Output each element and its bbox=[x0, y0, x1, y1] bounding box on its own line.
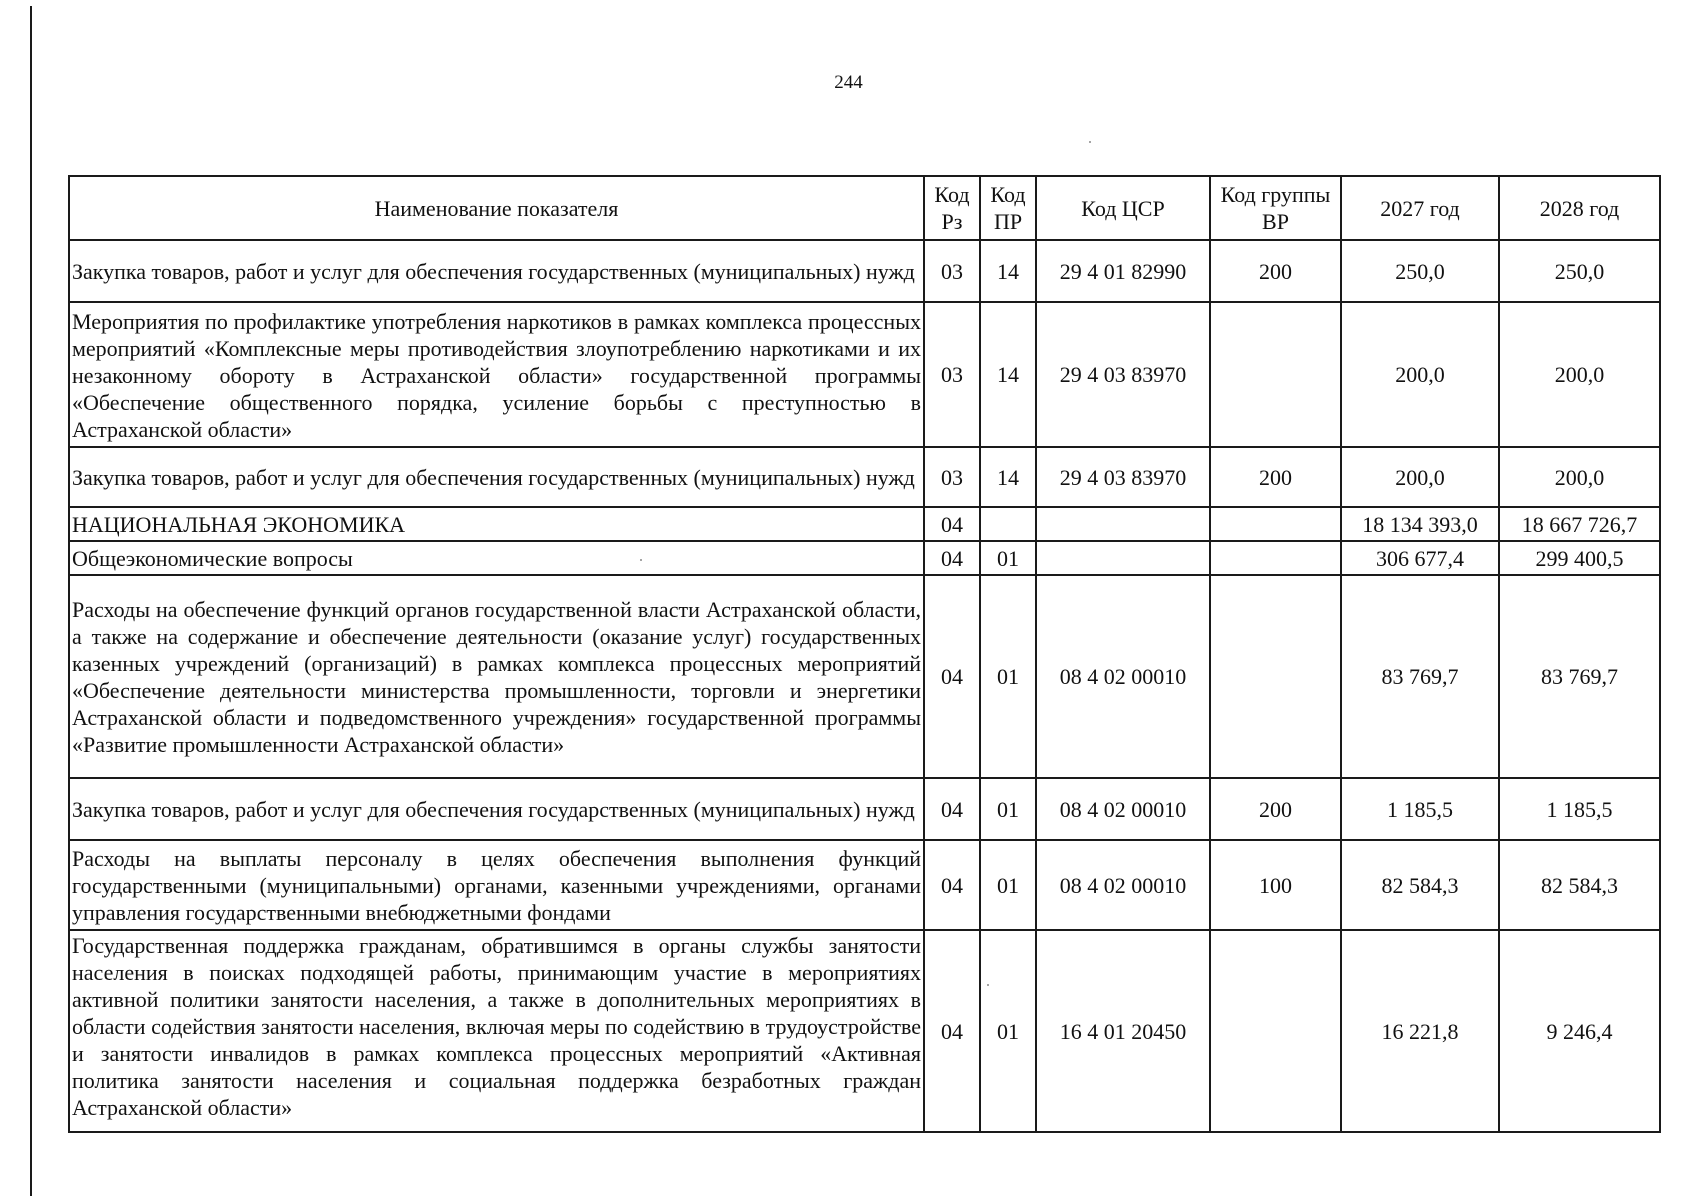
row-rz: 04 bbox=[924, 507, 980, 541]
row-pr: 01 bbox=[980, 541, 1036, 575]
row-csr: 08 4 02 00010 bbox=[1036, 840, 1210, 930]
row-2028: 250,0 bbox=[1499, 240, 1660, 302]
row-csr: 16 4 01 20450 bbox=[1036, 930, 1210, 1132]
header-name: Наименование показателя bbox=[69, 176, 924, 240]
binding-edge-line bbox=[30, 6, 32, 1196]
row-name: Закупка товаров, работ и услуг для обеспечения государственных (муниципальных) нужд bbox=[69, 447, 924, 507]
row-vr: 200 bbox=[1210, 447, 1341, 507]
row-pr: 01 bbox=[980, 840, 1036, 930]
row-2028: 1 185,5 bbox=[1499, 778, 1660, 840]
row-2028: 9 246,4 bbox=[1499, 930, 1660, 1132]
row-vr: 100 bbox=[1210, 840, 1341, 930]
row-vr bbox=[1210, 541, 1341, 575]
row-rz: 03 bbox=[924, 447, 980, 507]
row-name: Расходы на обеспечение функций органов государственной власти Астраханской области, а также на содержание и обеспечение деятельности (оказание услуг) государственных казенных учреждений (организаций) в рамках комплекса процессных мероприятий «Обеспечение деятельности министерства промышленности, торговли и энергетики Астраханской области и подведомственного учреждения» государственной программы «Развитие промышленности Астраханской области» bbox=[69, 575, 924, 778]
row-name: Мероприятия по профилактике употребления наркотиков в рамках комплекса процессных мероприятий «Комплексные меры противодействия злоупотреблению наркотиками и их незаконному обороту в Астраханской области» государственной программы «Обеспечение общественного порядка, усиление борьбы с преступностью в Астраханской области» bbox=[69, 302, 924, 447]
header-2028: 2028 год bbox=[1499, 176, 1660, 240]
row-rz: 04 bbox=[924, 778, 980, 840]
header-csr: Код ЦСР bbox=[1036, 176, 1210, 240]
row-csr: 08 4 02 00010 bbox=[1036, 778, 1210, 840]
row-name: Закупка товаров, работ и услуг для обеспечения государственных (муниципальных) нужд bbox=[69, 778, 924, 840]
row-rz: 03 bbox=[924, 240, 980, 302]
row-pr: 01 bbox=[980, 575, 1036, 778]
row-name: Расходы на выплаты персоналу в целях обеспечения выполнения функций государственными (муниципальными) органами, казенными учреждениями, органами управления государственными внебюджетными фондами bbox=[69, 840, 924, 930]
row-pr: 01 bbox=[980, 930, 1036, 1132]
row-name: Закупка товаров, работ и услуг для обеспечения государственных (муниципальных) нужд bbox=[69, 240, 924, 302]
header-vr: Код группы ВР bbox=[1210, 176, 1341, 240]
scan-speck bbox=[1089, 141, 1091, 143]
row-2028: 18 667 726,7 bbox=[1499, 507, 1660, 541]
row-2028: 299 400,5 bbox=[1499, 541, 1660, 575]
row-pr: 14 bbox=[980, 447, 1036, 507]
row-vr bbox=[1210, 930, 1341, 1132]
row-2027: 82 584,3 bbox=[1341, 840, 1499, 930]
row-2028: 200,0 bbox=[1499, 447, 1660, 507]
table-row bbox=[69, 302, 1660, 447]
row-pr: 14 bbox=[980, 240, 1036, 302]
row-pr bbox=[980, 507, 1036, 541]
row-2027: 18 134 393,0 bbox=[1341, 507, 1499, 541]
row-rz: 04 bbox=[924, 575, 980, 778]
row-vr: 200 bbox=[1210, 778, 1341, 840]
row-2027: 306 677,4 bbox=[1341, 541, 1499, 575]
table-row bbox=[69, 930, 1660, 1132]
header-pr: Код ПР bbox=[980, 176, 1036, 240]
header-2027: 2027 год bbox=[1341, 176, 1499, 240]
row-2027: 200,0 bbox=[1341, 447, 1499, 507]
row-2028: 82 584,3 bbox=[1499, 840, 1660, 930]
row-2028: 83 769,7 bbox=[1499, 575, 1660, 778]
table-row bbox=[69, 507, 1660, 541]
table-row bbox=[69, 447, 1660, 507]
header-rz: Код Рз bbox=[924, 176, 980, 240]
row-2027: 250,0 bbox=[1341, 240, 1499, 302]
row-csr: 29 4 03 83970 bbox=[1036, 302, 1210, 447]
table-row bbox=[69, 541, 1660, 575]
table-row bbox=[69, 575, 1660, 778]
row-csr: 29 4 01 82990 bbox=[1036, 240, 1210, 302]
row-vr: 200 bbox=[1210, 240, 1341, 302]
row-csr bbox=[1036, 541, 1210, 575]
table-row bbox=[69, 778, 1660, 840]
row-name: Государственная поддержка гражданам, обратившимся в органы службы занятости населения в поисках подходящей работы, принимающим участие в мероприятиях активной политики занятости населения, а также в дополнительных мероприятиях в области содействия занятости населения, включая меры по содействию в трудоустройстве и занятости инвалидов в рамках комплекса процессных мероприятий «Активная политика занятости населения и социальная поддержка безработных граждан Астраханской области» bbox=[69, 930, 924, 1132]
table-row bbox=[69, 840, 1660, 930]
budget-table bbox=[68, 175, 1661, 1133]
row-2027: 83 769,7 bbox=[1341, 575, 1499, 778]
row-csr: 08 4 02 00010 bbox=[1036, 575, 1210, 778]
row-rz: 04 bbox=[924, 930, 980, 1132]
row-name: НАЦИОНАЛЬНАЯ ЭКОНОМИКА bbox=[69, 507, 924, 541]
row-rz: 04 bbox=[924, 541, 980, 575]
row-2028: 200,0 bbox=[1499, 302, 1660, 447]
row-2027: 200,0 bbox=[1341, 302, 1499, 447]
row-csr bbox=[1036, 507, 1210, 541]
row-2027: 16 221,8 bbox=[1341, 930, 1499, 1132]
row-rz: 04 bbox=[924, 840, 980, 930]
row-pr: 14 bbox=[980, 302, 1036, 447]
row-name: Общеэкономические вопросы bbox=[69, 541, 924, 575]
row-vr bbox=[1210, 507, 1341, 541]
row-csr: 29 4 03 83970 bbox=[1036, 447, 1210, 507]
header-row bbox=[69, 176, 1660, 240]
table-row bbox=[69, 240, 1660, 302]
page-number: 244 bbox=[834, 72, 863, 93]
row-vr bbox=[1210, 302, 1341, 447]
row-2027: 1 185,5 bbox=[1341, 778, 1499, 840]
row-rz: 03 bbox=[924, 302, 980, 447]
row-vr bbox=[1210, 575, 1341, 778]
row-pr: 01 bbox=[980, 778, 1036, 840]
